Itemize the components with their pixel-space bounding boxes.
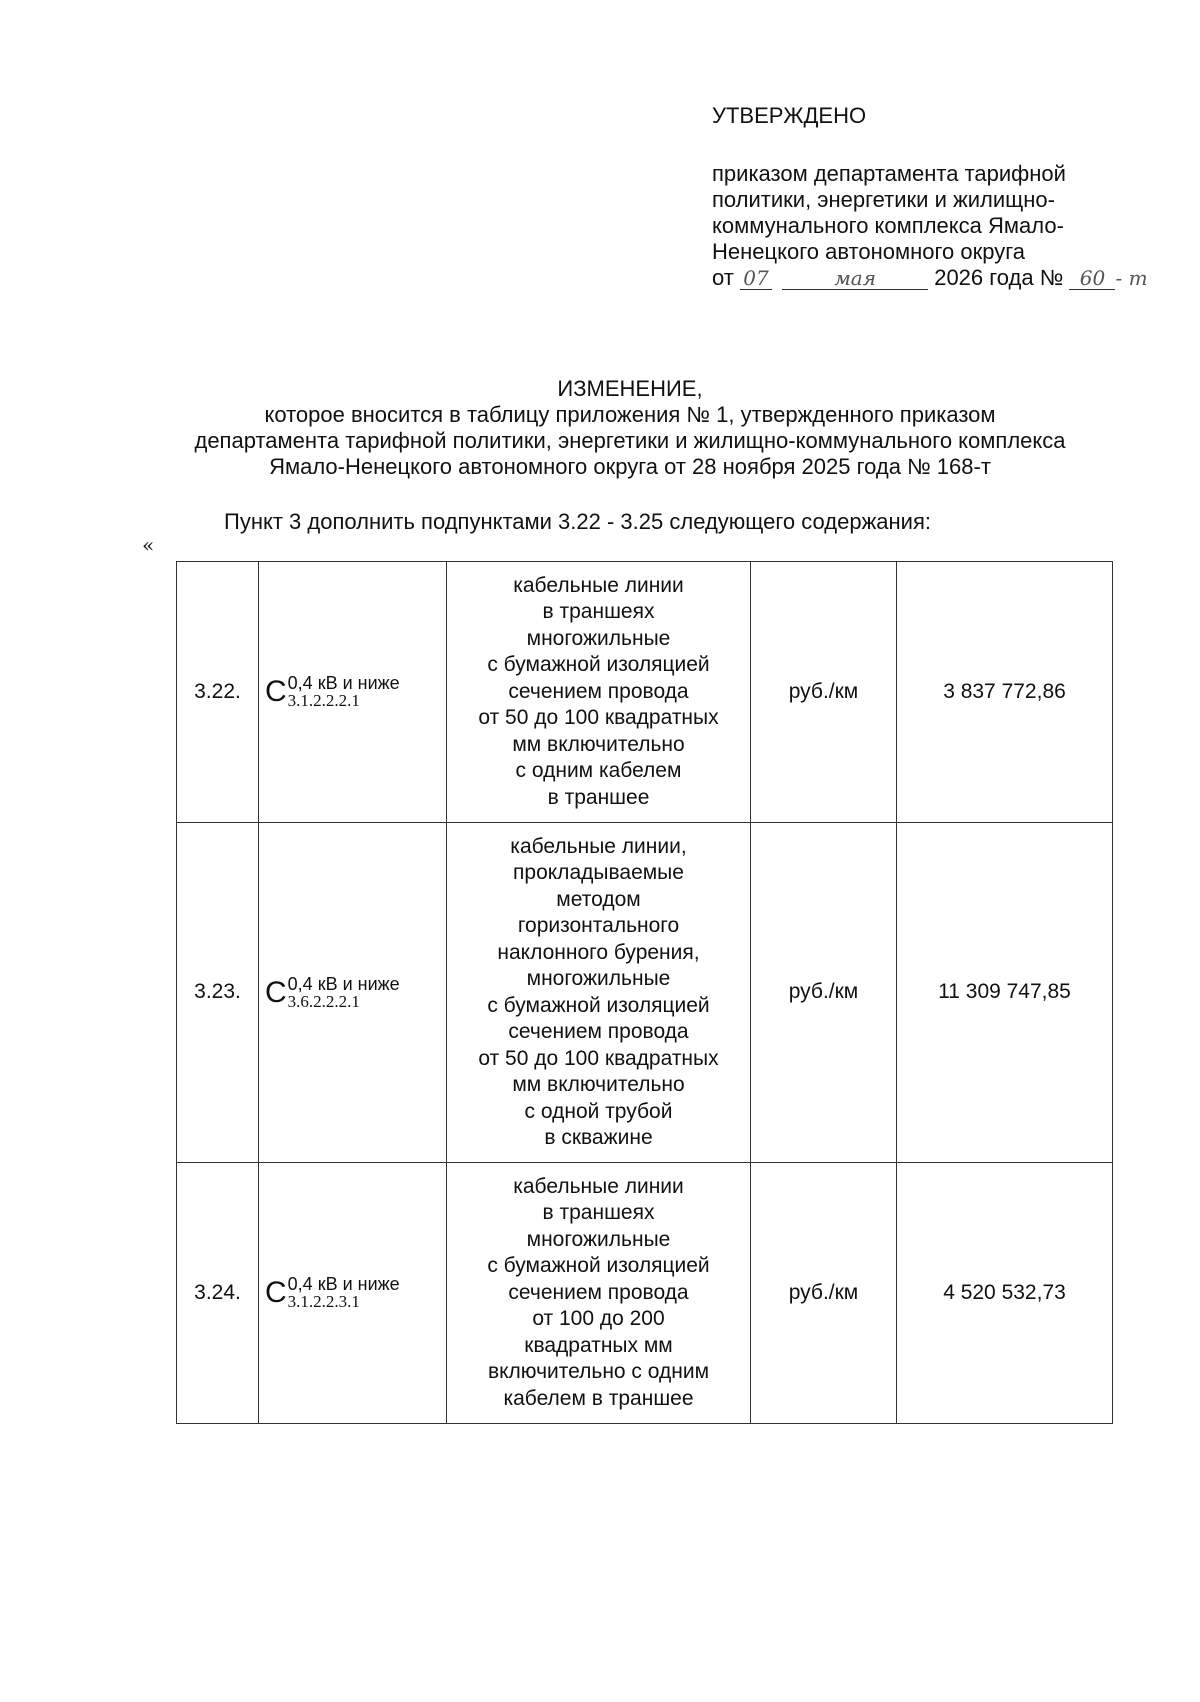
description-line: кабельные линии, (510, 834, 687, 858)
value-cell: 4 520 532,73 (897, 1163, 1113, 1424)
rate-symbol (259, 562, 447, 823)
document-title (130, 376, 1130, 480)
description-line: мм включительно (512, 1073, 685, 1096)
unit-cell: руб./км (751, 1163, 897, 1424)
table-row (177, 823, 1113, 1163)
description-line: с одним кабелем (515, 759, 682, 783)
description-line: с бумажной изоляцией (487, 1254, 710, 1278)
description-line: горизонтального (517, 914, 680, 937)
description-line: от 50 до 100 квадратных (478, 706, 719, 730)
description-cell (447, 1163, 751, 1424)
description-line: в траншеях (542, 1201, 655, 1225)
symbol-superscript: 0,4 кВ и ниже (287, 673, 400, 693)
title-line: Ямало-Ненецкого автономного округа от 28 ноября 2025 года № 168-т (269, 454, 991, 479)
title-line: департамента тарифной политики, энергетики и жилищно-коммунального комплекса (194, 428, 1066, 453)
title-heading: ИЗМЕНЕНИЕ, (557, 376, 703, 401)
rate-symbol (259, 1163, 447, 1424)
open-quote: « (142, 533, 155, 557)
approval-line: Ненецкого автономного округа (712, 239, 1026, 264)
handwritten-day: 07 (740, 267, 772, 290)
description-line: многожильные (526, 1227, 671, 1251)
description-line: в траншее (547, 785, 650, 809)
symbol-letter: С (265, 975, 287, 1009)
description-line: включительно с одним (487, 1360, 710, 1384)
row-number: 3.23. (177, 823, 259, 1163)
description-line: в траншеях (542, 600, 655, 624)
description-line: кабельные линии (513, 1174, 684, 1198)
approval-line: коммунального комплекса Ямало- (712, 213, 1064, 238)
description-line: кабелем в траншее (503, 1386, 694, 1410)
symbol-subscript: 3.6.2.2.2.1 (287, 991, 360, 1011)
symbol-subscript: 3.1.2.2.2.1 (287, 691, 360, 710)
handwritten-order-number: 60 (1069, 267, 1115, 290)
symbol-subscript: 3.1.2.2.3.1 (287, 1292, 360, 1311)
description-line: кабельные линии (513, 573, 684, 597)
description-line: с бумажной изоляцией (487, 653, 710, 677)
row-number: 3.22. (177, 562, 259, 823)
row-number: 3.24. (177, 1163, 259, 1424)
intro-paragraph: Пункт 3 дополнить подпунктами 3.22 - 3.25 следующего содержания: (224, 509, 931, 534)
description-line: многожильные (526, 967, 671, 990)
order-suffix: - т (1115, 266, 1148, 290)
symbol-superscript: 0,4 кВ и ниже (287, 1274, 400, 1294)
description-cell (447, 823, 751, 1163)
approval-stamp (712, 103, 1182, 291)
approval-date-line (712, 265, 1182, 291)
symbol-letter: С (265, 675, 287, 708)
approval-line: приказом департамента тарифной (712, 161, 1066, 186)
symbol-superscript: 0,4 кВ и ниже (287, 973, 400, 994)
description-line: в скважине (544, 1126, 653, 1149)
value-cell: 11 309 747,85 (897, 823, 1113, 1163)
unit-cell: руб./км (751, 562, 897, 823)
approval-line: политики, энергетики и жилищно- (712, 187, 1055, 212)
tariff-table (176, 561, 1113, 1424)
description-line: наклонного бурения, (497, 940, 700, 964)
description-line: прокладываемые (513, 861, 684, 884)
symbol-letter: С (265, 1276, 287, 1309)
description-line: с бумажной изоляцией (487, 993, 710, 1017)
description-line: квадратных мм (524, 1333, 673, 1357)
description-line: методом (556, 887, 641, 911)
description-line: многожильные (526, 626, 671, 650)
rate-symbol (259, 823, 447, 1163)
date-prefix: от (712, 265, 734, 290)
table-row (177, 1163, 1113, 1424)
year-text: 2026 года № (934, 265, 1064, 290)
description-line: сечением провода (508, 679, 689, 703)
description-line: мм включительно (512, 732, 685, 756)
description-line: сечением провода (508, 1280, 689, 1304)
handwritten-month: мая (782, 267, 928, 290)
value-cell: 3 837 772,86 (897, 562, 1113, 823)
description-line: от 100 до 200 (532, 1307, 665, 1331)
title-line: которое вносится в таблицу приложения № 1, утвержденного приказом (264, 402, 996, 427)
description-cell (447, 562, 751, 823)
description-line: сечением провода (508, 1020, 689, 1043)
approval-heading: УТВЕРЖДЕНО (712, 103, 867, 128)
description-line: с одной трубой (524, 1099, 673, 1123)
unit-cell: руб./км (751, 823, 897, 1163)
table-row (177, 562, 1113, 823)
description-line: от 50 до 100 квадратных (478, 1046, 719, 1070)
